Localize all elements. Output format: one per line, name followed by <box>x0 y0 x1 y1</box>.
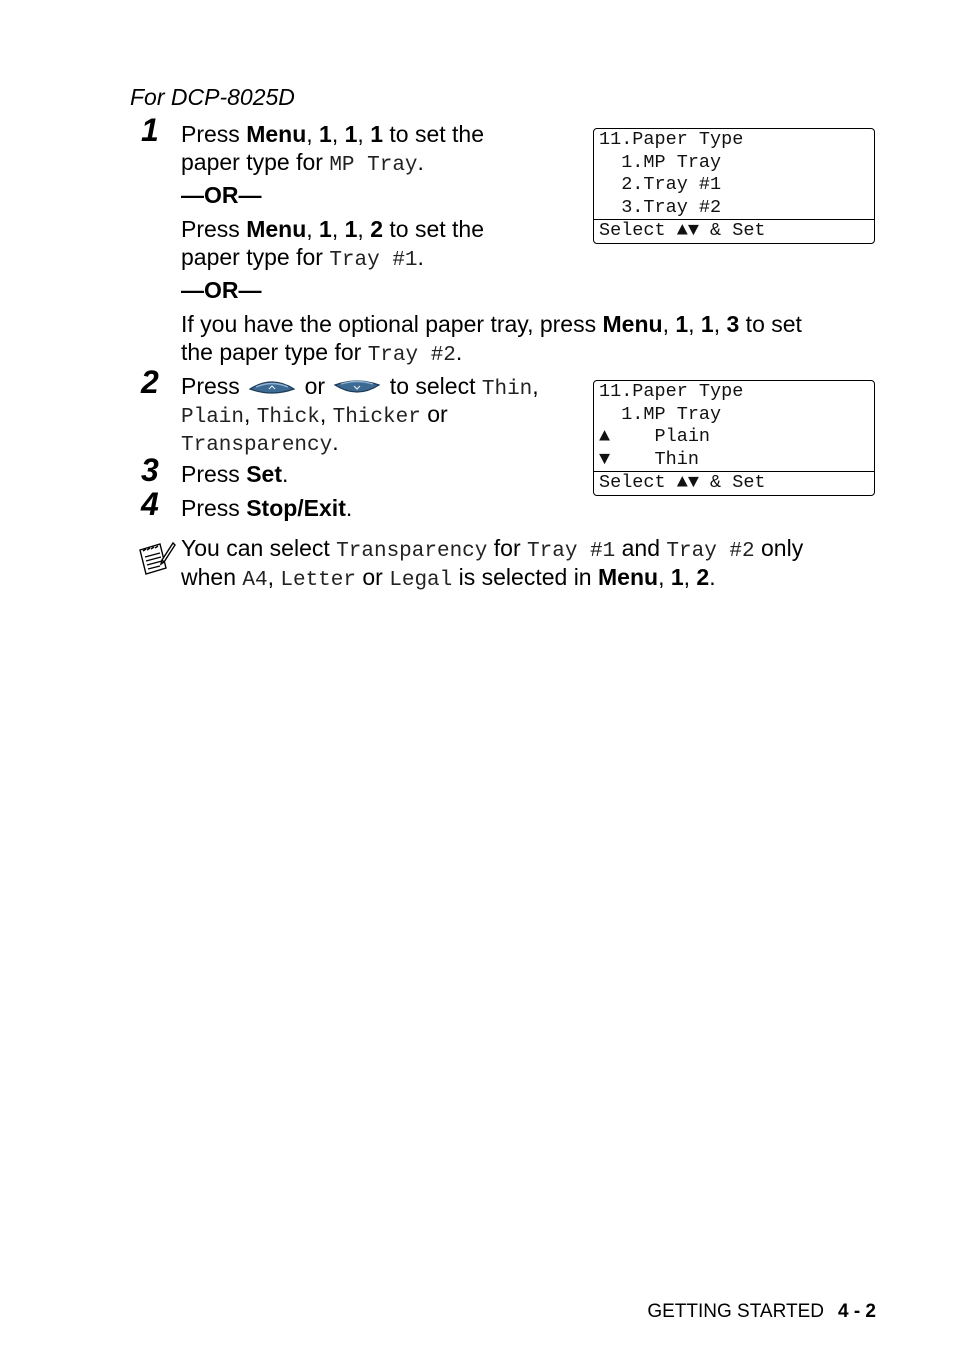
step1-line3: Press Menu, 1, 1, 2 to set the <box>181 216 484 242</box>
lcd-display-paper-type-options <box>593 380 875 496</box>
or-separator-2: —OR— <box>181 277 262 303</box>
lcd-line: 3.Tray #2 <box>599 196 722 218</box>
lcd-line: 1.MP Tray <box>599 403 722 425</box>
step1-line1: Press Menu, 1, 1, 1 to set the <box>181 121 484 147</box>
step3-text: Press Set. <box>181 461 289 487</box>
step-number-2: 2 <box>141 364 159 400</box>
step2-line3: Transparency. <box>181 429 339 457</box>
up-arrow-button-icon <box>248 374 296 402</box>
step1-line6: the paper type for Tray #2. <box>181 339 463 367</box>
note-pad-icon <box>136 540 176 583</box>
step1-line4: paper type for Tray #1. <box>181 244 424 272</box>
step-number-3: 3 <box>141 452 159 488</box>
step2-line2: Plain, Thick, Thicker or <box>181 401 448 429</box>
step-number-1: 1 <box>141 112 159 148</box>
page-footer <box>647 1301 876 1323</box>
section-heading: For DCP-8025D <box>130 84 295 110</box>
lcd-line: 2.Tray #1 <box>599 174 722 195</box>
lcd-footer: Select ▲▼ & Set <box>594 471 874 495</box>
step1-line2: paper type for MP Tray. <box>181 149 424 177</box>
or-separator-1: —OR— <box>181 182 262 208</box>
footer-section: GETTING STARTED <box>647 1301 824 1322</box>
step2-line1: Press or to select Thin, <box>181 373 539 401</box>
lcd-line: 1.MP Tray <box>599 151 722 173</box>
lcd-footer: Select ▲▼ & Set <box>594 219 874 243</box>
step-number-4: 4 <box>141 486 159 522</box>
down-arrow-button-icon <box>333 374 381 402</box>
step1-line5: If you have the optional paper tray, press Menu, 1, 1, 3 to set <box>181 311 802 337</box>
note-line2: when A4, Letter or Legal is selected in Menu, 1, 2. <box>181 564 716 592</box>
page-number: 4 - 2 <box>837 1301 876 1322</box>
lcd-display-paper-type-trays <box>593 128 875 244</box>
lcd-line: 11.Paper Type <box>599 129 744 150</box>
lcd-line: ▼ Thin <box>599 448 699 470</box>
lcd-line: ▲ Plain <box>599 426 711 447</box>
note-line1: You can select Transparency for Tray #1 and Tray #2 only <box>181 535 804 563</box>
lcd-line: 11.Paper Type <box>599 381 744 402</box>
step4-text: Press Stop/Exit. <box>181 495 353 521</box>
